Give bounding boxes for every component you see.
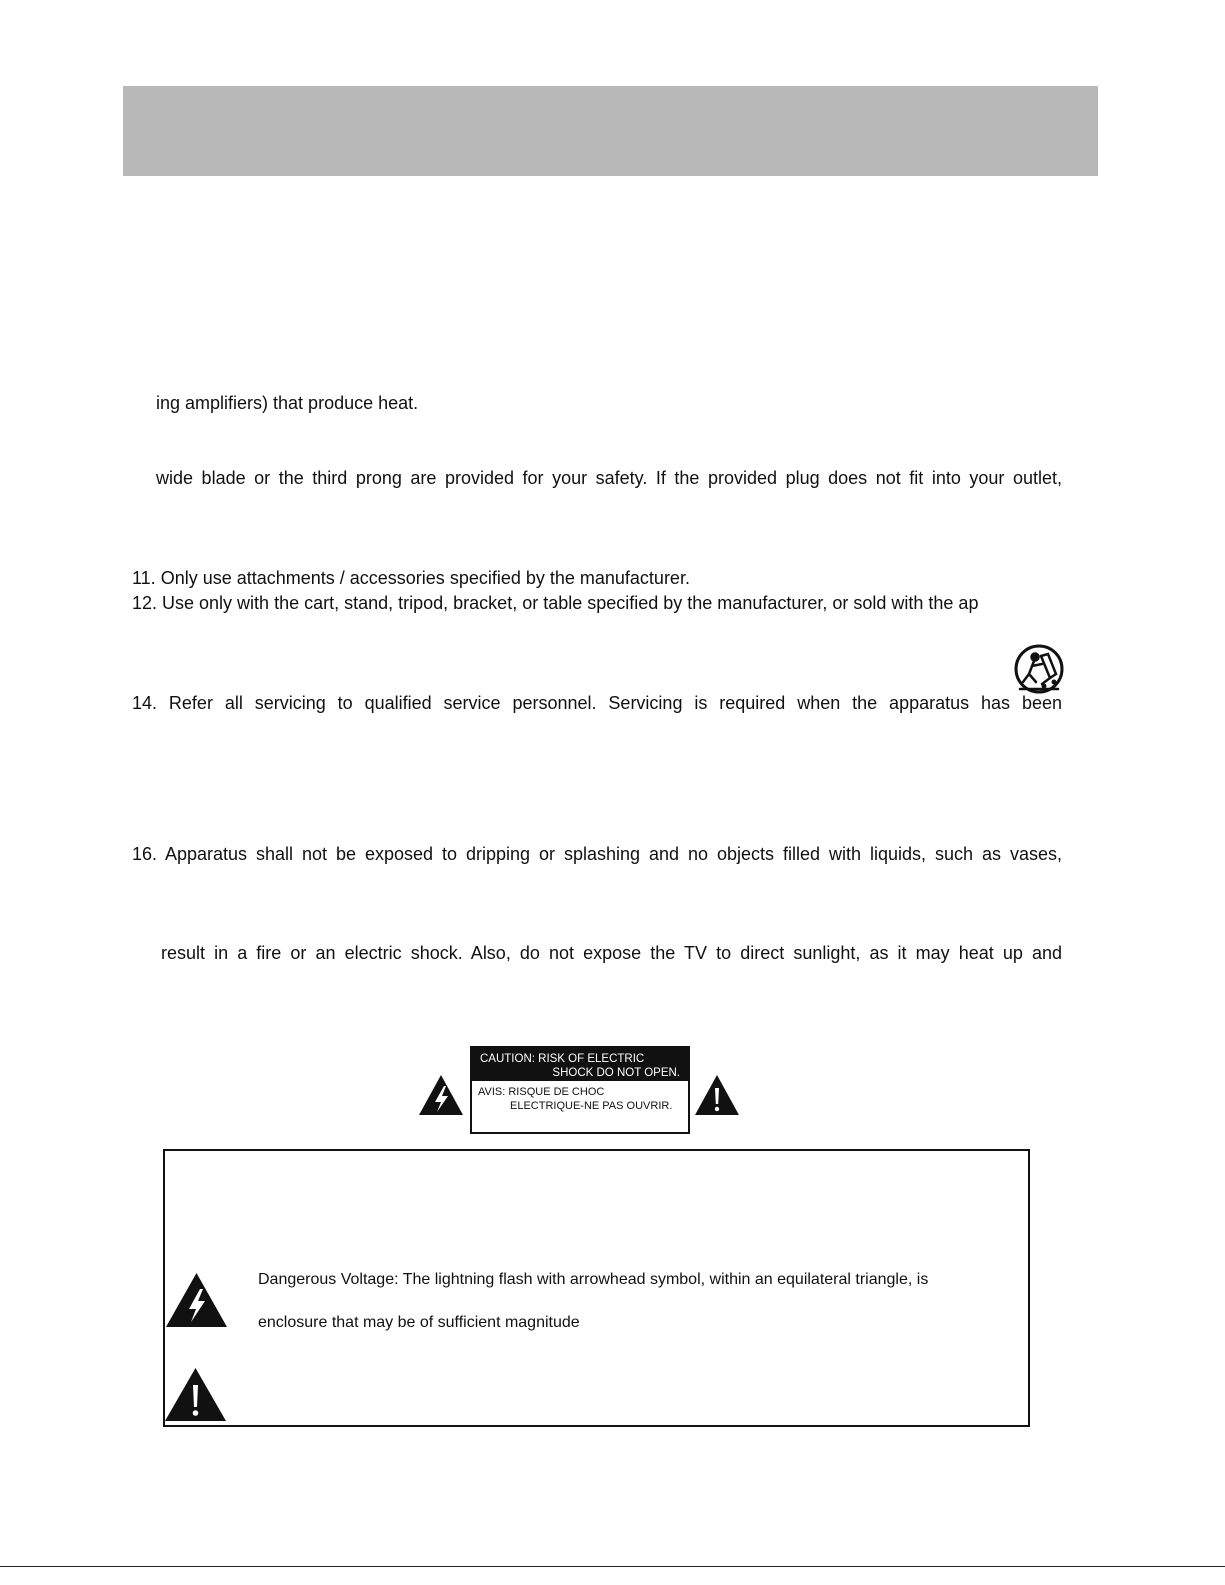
caution-label-french (472, 1081, 688, 1117)
exclamation-triangle-icon (164, 1367, 227, 1422)
caution-label (470, 1046, 690, 1134)
caution-line-1: CAUTION: RISK OF ELECTRIC (480, 1053, 645, 1065)
header-bar (123, 86, 1098, 176)
lightning-triangle-icon (165, 1272, 228, 1328)
lightning-triangle-icon (418, 1074, 464, 1116)
body-line-sunlight: result in a fire or an electric shock. Also, do not expose the TV to direct sunlight, as it may heat up and (161, 943, 1062, 963)
body-line-plug: wide blade or the third prong are provided for your safety. If the provided plug does not fit into your outlet, (156, 468, 1062, 488)
caution-line-2: SHOCK DO NOT OPEN. (552, 1067, 680, 1079)
item-12: 12. Use only with the cart, stand, tripod, bracket, or table specified by the manufacturer, or sold with the ap (132, 593, 979, 613)
item-11: 11. Only use attachments / accessories specified by the manufacturer. (132, 568, 690, 588)
caution-label-english (472, 1048, 688, 1081)
exclamation-triangle-icon (694, 1074, 740, 1116)
voltage-text-line-2: enclosure that may be of sufficient magnitude (258, 1314, 580, 1331)
body-line-heat: ing amplifiers) that produce heat. (156, 393, 419, 413)
cart-tip-over-icon (1014, 644, 1064, 694)
item-16: 16. Apparatus shall not be exposed to dripping or splashing and no objects filled with liquids, such as vases, (132, 844, 1062, 864)
bottom-rule (0, 1566, 1225, 1567)
item-14: 14. Refer all servicing to qualified service personnel. Servicing is required when the apparatus has been (132, 693, 1062, 713)
voltage-text-line-1: Dangerous Voltage: The lightning flash with arrowhead symbol, within an equilateral triangle, is (258, 1271, 929, 1288)
avis-line-2: ELECTRIQUE-NE PAS OUVRIR. (510, 1100, 673, 1112)
avis-line-1: AVIS: RISQUE DE CHOC (478, 1086, 605, 1098)
